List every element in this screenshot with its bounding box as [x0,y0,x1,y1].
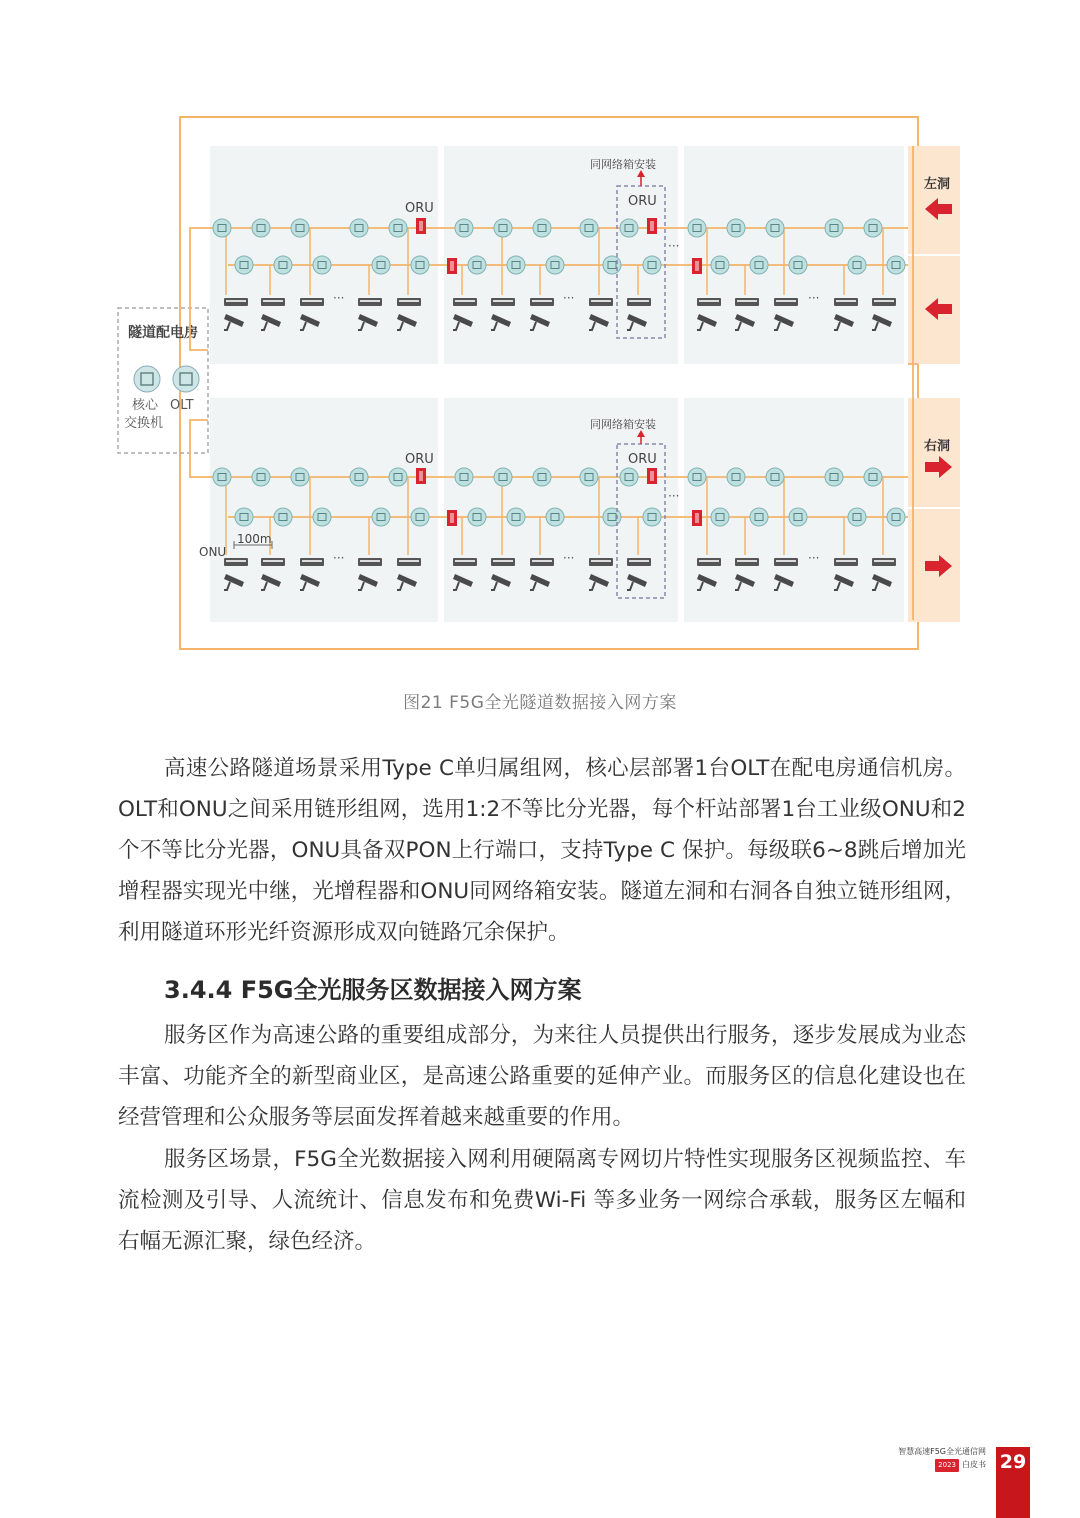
distance-label: 100m [237,532,272,546]
onu-label: ONU [199,545,227,559]
switch-label: 交换机 [124,416,164,431]
ellipsis-6: ··· [563,551,575,565]
ellipsis-4: ··· [668,239,680,253]
right-tunnel-label: 右洞 [924,439,951,454]
paragraph-3: 服务区场景，F5G全光数据接入网利用硬隔离专网切片特性实现服务区视频监控、车流检测及引导、人流统计、信息发布和免费Wi-Fi 等多业务一网综合承载，服务区左幅和右幅无源汇聚，绿色经济。 [118,1147,966,1254]
ellipsis-1: ··· [333,291,345,305]
oru-label-1: ORU [405,201,434,216]
core-label: 核心 [132,398,159,413]
olt-label: OLT [170,398,194,413]
footer-line-2: 白皮书 [962,1460,986,1469]
footer-title [898,1445,986,1472]
figure-caption: 图21 F5G全光隧道数据接入网方案 [403,693,677,713]
same-box-label-bottom: 同网络箱安装 [590,418,656,431]
same-box-label-top: 同网络箱安装 [590,158,656,171]
paragraph-2: 服务区作为高速公路的重要组成部分，为来往人员提供出行服务，逐步发展成为业态丰富、功能齐全的新型商业区，是高速公路重要的延伸产业。而服务区的信息化建设也在经营管理和公众服务等层面发挥着越来越重要的作用。 [118,1023,966,1130]
ellipsis-8: ··· [668,489,680,503]
paragraph-1: 高速公路隧道场景采用Type C单归属组网，核心层部署1台OLT在配电房通信机房。OLT和ONU之间采用链形组网，选用1:2不等比分光器，每个杆站部署1台工业级ONU和2个不等比分光器，ONU具备双PON上行端口，支持Type C 保护。每级联6~8跳后增加光增程器实现光中继，光增程器和ONU同网络箱安装。隧道左洞和右洞各自独立链形组网，利用隧道环形光纤资源形成双向链路冗余保护。 [118,756,966,945]
panels [210,146,904,622]
ellipsis-2: ··· [563,291,575,305]
room-title: 隧道配电房 [128,325,198,341]
page-number: 29 [996,1447,1030,1518]
left-tunnel-label: 左洞 [924,177,951,192]
ellipsis-5: ··· [333,551,345,565]
footer-line-1: 智慧高速F5G全光通信网 [898,1447,986,1456]
section-heading: 3.4.4 F5G全光服务区数据接入网方案 [164,976,582,1004]
oru-label-2: ORU [628,194,657,209]
right-tunnel-band [908,398,960,622]
oru-label-3: ORU [405,452,434,467]
olt-icon [173,366,199,392]
ellipsis-7: ··· [808,551,820,565]
oru-label-4: ORU [628,452,657,467]
core-switch-icon [134,366,160,392]
tunnel-network-diagram [0,0,1080,680]
ellipsis-3: ··· [808,291,820,305]
footer-tag: 2023 [935,1459,959,1472]
